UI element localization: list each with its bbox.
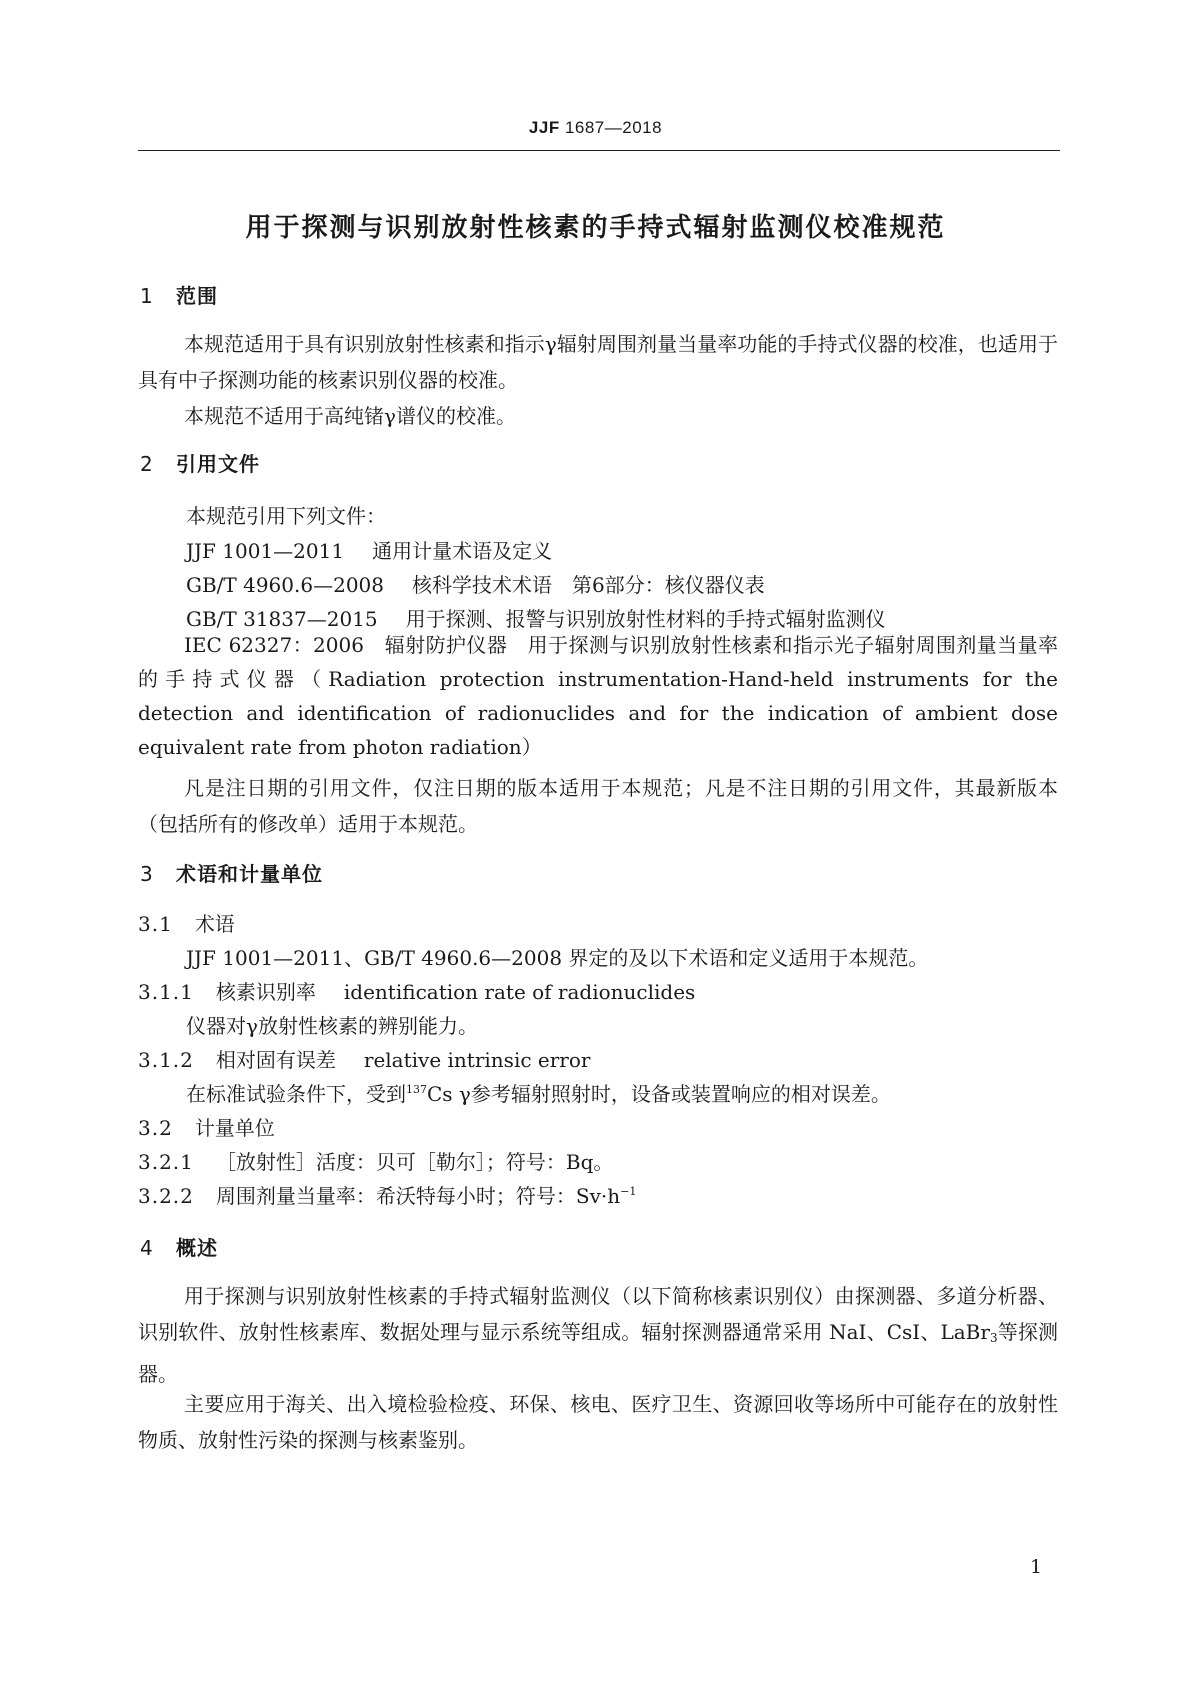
unit-3-2-2 [138,1180,636,1209]
reference-item-iec: IEC 62327：2006 辐射防护仪器 用于探测与识别放射性核素和指示光子辐射周围剂量当量率的手持式仪器（Radiation protection instrumentation-Hand-held instruments for the detection and identification of radionuclides and for the indication of ambient dose equivalent rate from photon radiation） [138,633,1058,759]
references-intro: 本规范引用下列文件： [186,504,386,528]
subsection-title: 术语 [194,912,235,936]
unit-number: 3.2.2 [138,1184,194,1208]
term-english: identification rate of radionuclides [343,980,696,1004]
standard-code-number: 1687—2018 [564,118,663,137]
section-title: 引用文件 [176,452,260,476]
section-2-heading [140,448,260,477]
definition-text: 在标准试验条件下，受到 [186,1082,406,1106]
formula-subscript: 3 [989,1331,998,1345]
term-english: relative intrinsic error [363,1048,591,1072]
subsection-title: 计量单位 [194,1116,275,1140]
unit-text: 周围剂量当量率：希沃特每小时；符号：Sv·h [215,1184,621,1208]
section-4-paragraph-1 [138,1278,1058,1392]
unit-text: ［放射性］活度：贝可［勒尔］；符号：Bq。 [215,1150,614,1174]
section-1-heading [140,280,218,309]
section-number: 3 [140,862,154,886]
section-number: 1 [140,284,154,308]
subsection-3-1 [138,908,235,937]
term-3-1-1 [138,976,695,1005]
section-1-paragraph-1: 本规范适用于具有识别放射性核素和指示γ辐射周围剂量当量率功能的手持式仪器的校准，也适用于具有中子探测功能的核素识别仪器的校准。 [138,332,1058,392]
reference-item [186,569,765,598]
term-number: 3.1.2 [138,1048,194,1072]
reference-title: 通用计量术语及定义 [372,539,553,563]
section-title: 概述 [176,1236,218,1260]
references-note: 凡是注日期的引用文件，仅注日期的版本适用于本规范；凡是不注日期的引用文件，其最新版本（包括所有的修改单）适用于本规范。 [138,776,1058,836]
term-3-1-1-definition: 仪器对γ放射性核素的辨别能力。 [186,1014,478,1038]
term-number: 3.1.1 [138,980,194,1004]
subsection-number: 3.1 [138,912,173,936]
reference-item [186,535,552,564]
unit-3-2-1 [138,1146,613,1175]
section-3-heading [140,858,323,887]
reference-code: JJF 1001—2011 [186,539,345,563]
section-number: 4 [140,1236,154,1260]
term-title: 核素识别率 [215,980,316,1004]
paragraph-text: 等探测器。 [138,1320,1058,1386]
document-title: 用于探测与识别放射性核素的手持式辐射监测仪校准规范 [245,213,946,243]
subsection-3-1-text: JJF 1001—2011、GB/T 4960.6—2008 界定的及以下术语和定义适用于本规范。 [186,946,929,970]
subsection-3-2 [138,1112,275,1141]
page-number: 1 [1030,1556,1043,1578]
reference-code: GB/T 4960.6—2008 [186,573,384,597]
unit-exponent: −1 [620,1185,637,1198]
term-3-1-2-definition [186,1078,891,1107]
header-rule [138,150,1060,151]
section-title: 术语和计量单位 [176,862,323,886]
running-header [0,118,1191,138]
reference-code: GB/T 31837—2015 [186,607,378,631]
reference-title: 用于探测、报警与识别放射性材料的手持式辐射监测仪 [405,607,886,631]
term-title: 相对固有误差 [215,1048,336,1072]
reference-title: 核科学技术术语 第6部分：核仪器仪表 [412,573,765,597]
unit-number: 3.2.1 [138,1150,194,1174]
term-3-1-2 [138,1044,590,1073]
section-1-paragraph-2: 本规范不适用于高纯锗γ谱仪的校准。 [184,404,516,428]
section-4-paragraph-2: 主要应用于海关、出入境检验检疫、环保、核电、医疗卫生、资源回收等场所中可能存在的放射性物质、放射性污染的探测与核素鉴别。 [138,1392,1058,1452]
section-4-heading [140,1232,218,1261]
paragraph-text: 用于探测与识别放射性核素的手持式辐射监测仪（以下简称核素识别仪）由探测器、多道分析器、识别软件、放射性核素库、数据处理与显示系统等组成。辐射探测器通常采用 NaI、CsI、LaBr [138,1284,1058,1344]
definition-text: Cs γ参考辐射照射时，设备或装置响应的相对误差。 [427,1082,891,1106]
subsection-number: 3.2 [138,1116,173,1140]
section-title: 范围 [176,284,218,308]
section-number: 2 [140,452,154,476]
isotope-mass-number: 137 [406,1083,427,1096]
standard-code-prefix: JJF [528,118,560,137]
